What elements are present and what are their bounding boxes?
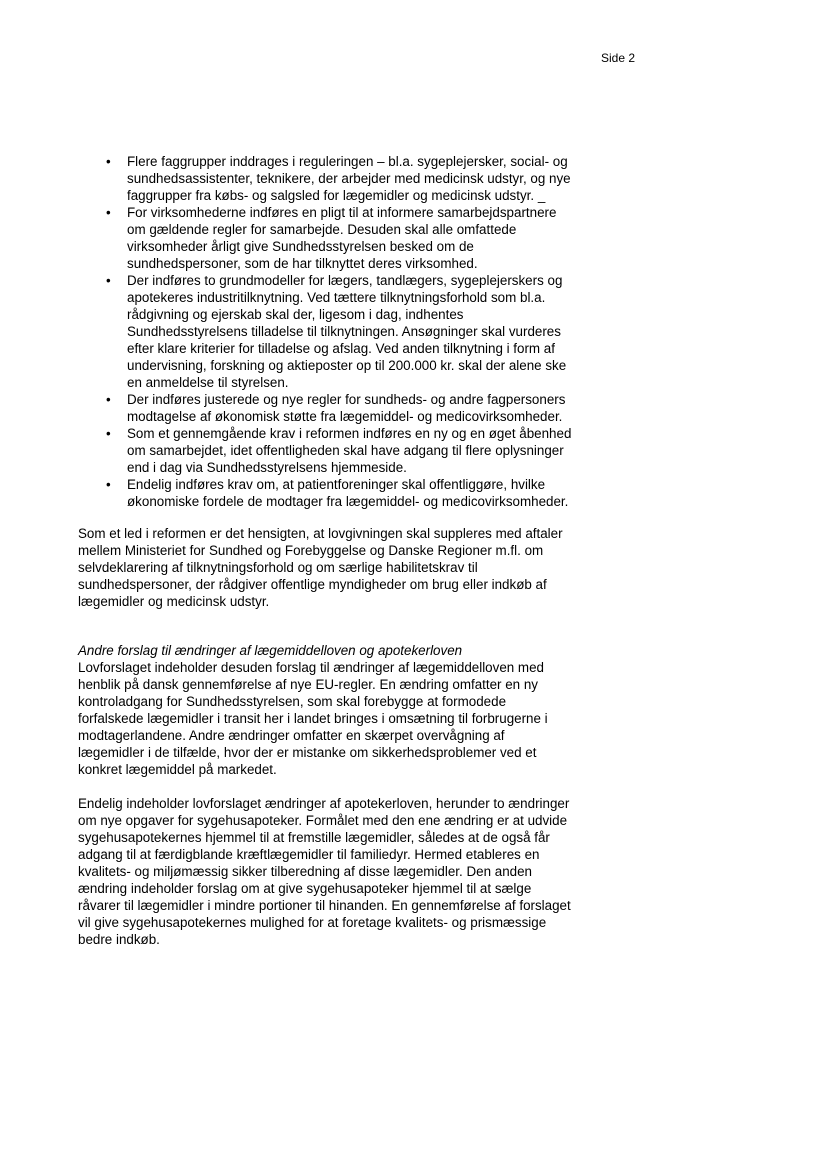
bullet-item: • Flere faggrupper inddrages i reguleringen – bl.a. sygeplejersker, social- og sundhedsassistenter, teknikere, der arbejder med medicinsk udstyr, og nye faggrupper fra købs- og salgsled for lægemidler og medicinsk udstyr. _ <box>78 153 574 204</box>
page-number: Side 2 <box>601 51 636 65</box>
bullet-item: • For virksomhederne indføres en pligt til at informere samarbejdspartnere om gældende regler for samarbejde. Desuden skal alle omfattede virksomheder årligt give Sundhedsstyrelsen besked om de sundhedspersoner, som de har tilknyttet deres virksomhed. <box>78 204 574 272</box>
bullet-item: • Som et gennemgående krav i reformen indføres en ny og en øget åbenhed om samarbejdet, idet offentligheden skal have adgang til flere oplysninger end i dag via Sundhedsstyrelsens hjemmeside. <box>78 425 574 476</box>
bullet-item: • Endelig indføres krav om, at patientforeninger skal offentliggøre, hvilke økonomiske fordele de modtager fra lægemiddel- og medicovirksomheder. <box>78 476 574 510</box>
document-content <box>78 153 574 948</box>
bullet-list <box>78 153 574 510</box>
bullet-item: • Der indføres to grundmodeller for lægers, tandlægers, sygeplejerskers og apotekeres industritilknytning. Ved tættere tilknytningsforhold som bl.a. rådgivning og ejerskab skal der, ligesom i dag, indhentes Sundhedsstyrelsens tilladelse til tilknytningen. Ansøgninger skal vurderes efter klare kriterier for tilladelse og afslag. Ved anden tilknytning i form af undervisning, forskning og aktieposter op til 200.000 kr. skal der alene ske en anmeldelse til styrelsen. <box>78 272 574 391</box>
section-heading: Andre forslag til ændringer af lægemiddelloven og apotekerloven <box>78 643 463 658</box>
paragraph-reform-agreements: Som et led i reformen er det hensigten, at lovgivningen skal suppleres med aftaler mellem Ministeriet for Sundhed og Forebyggelse og Danske Regioner m.fl. om selvdeklarering af tilknytningsforhold og om særlige habilitetskrav til sundhedspersoner, der rådgiver offentlige myndigheder om brug eller indkøb af lægemidler og medicinsk udstyr. <box>78 526 563 609</box>
paragraph-medicines-act-changes: Lovforslaget indeholder desuden forslag til ændringer af lægemiddelloven med henblik på dansk gennemførelse af nye EU-regler. En ændring omfatter en ny kontroladgang for Sundhedsstyrelsen, som skal forebygge at formodede forfalskede lægemidler i transit her i landet bringes i omsætning til forbrugerne i modtagerlandene. Andre ændringer omfatter en skærpet overvågning af lægemidler i de tilfælde, hvor der er mistanke om sikkerhedsproblemer ved et konkret lægemiddel på markedet. <box>78 660 548 777</box>
paragraph-pharmacy-act-changes: Endelig indeholder lovforslaget ændringer af apotekerloven, herunder to ændringer om nye opgaver for sygehusapoteker. Formålet med den ene ændring er at udvide sygehusapotekernes hjemmel til at fremstille lægemidler, således at de også får adgang til at færdigblande kræftlægemidler til familiedyr. Hermed etableres en kvalitets- og miljømæssig sikker tilberedning af disse lægemidler. Den anden ændring indeholder forslag om at give sygehusapoteker hjemmel til at sælge råvarer til lægemidler i mindre portioner til hinanden. En gennemførelse af forslaget vil give sygehusapotekernes mulighed for at foretage kvalitets- og prismæssige bedre indkøb. <box>78 796 571 947</box>
bullet-item: • Der indføres justerede og nye regler for sundheds- og andre fagpersoners modtagelse af økonomisk støtte fra lægemiddel- og medicovirksomheder. <box>78 391 574 425</box>
